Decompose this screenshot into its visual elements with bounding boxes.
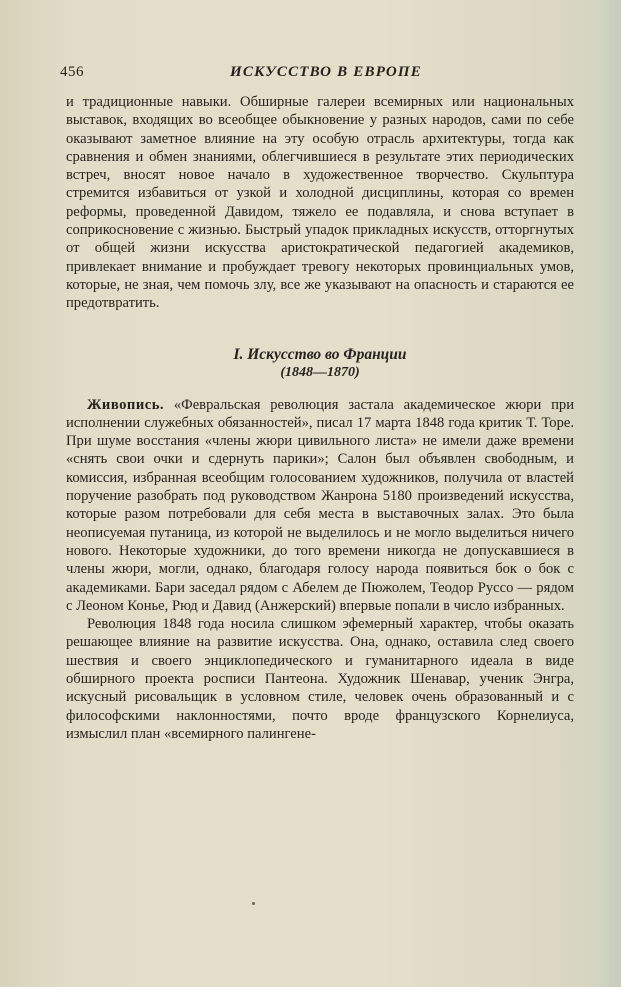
paper-speck xyxy=(252,902,255,905)
paragraph-revolution: Революция 1848 года носила слишком эфемерный характер, чтобы оказать решающее влияние на развитие искусства. Она, однако, оставила след своего шествия и своего энциклопедического и гуманитарного идеала в виде обширного проекта росписи Пантеона. Художник Шенавар, ученик Энгра, искусный рисовальщик в условном стиле, человек очень образованный и с философскими наклонностями, почто вроде французского Корнелиуса, измыслил план «всемирного палингене- xyxy=(66,616,574,742)
page-header xyxy=(60,64,572,86)
intro-paragraph: и традиционные навыки. Обширные галереи всемирных или национальных выставок, входящих во всеобщее обыкновение у разных народов, сами по себе оказывают заметное влияние на эту особую отрасль архитектуры, тогда как сравнения и обмен знаниями, облегчившиеся в результате этих периодических встреч, вносят новое начало в художественное творчество. Скульптура стремится избавиться от узкой и холодной дисциплины, которая со времен реформы, проведенной Давидом, тяжело ее подавляла, и снова вступает в соприкосновение с жизнью. Быстрый упадок прикладных искусств, отторгнутых от общей жизни искусства аристократической педагогией академиков, привлекает внимание и пробуждает тревогу некоторых провинциальных умов, которые, не зная, чем помочь злу, все же указывают на опасность и стараются ее предотвратить. xyxy=(66,94,574,312)
page-number: 456 xyxy=(60,64,84,80)
section-dates: (1848—1870) xyxy=(280,364,360,380)
running-head: ИСКУССТВО В ЕВРОПЕ xyxy=(230,64,422,80)
paragraph-painting xyxy=(66,396,574,616)
body-text xyxy=(66,93,574,743)
section-title: I. Искусство во Франции xyxy=(233,345,407,363)
paragraph-lead-word: Живопись. xyxy=(87,396,165,413)
section-heading xyxy=(66,346,574,382)
page-spine-shadow xyxy=(599,0,621,987)
paragraph-painting-text: «Февральская революция застала академическое жюри при исполнении служебных обязанностей», писал 17 марта 1848 года критик Т. Торе. При шуме восстания «члены жюри цивильного листа» не имели даже времени «снять свои очки и сдернуть парики»; Салон был объявлен свободным, и комиссия, избранная всеобщим голосованием художников, получила от властей поручение разобрать под руководством Жанрона 5180 произведений искусства, которые разом потребовали для себя места в выставочных залах. Это была неописуемая путаница, из которой не выделилось и не могло выделиться ничего нового. Некоторые художники, до того времени никогда не допускавшиеся в члены жюри, могли, однако, благодаря голосу народа появиться бок о бок с академиками. Бари заседал рядом с Абелем де Пюжолем, Теодор Руссо — рядом с Леоном Конье, Рюд и Давид (Анжерский) впервые попали в число избранных. xyxy=(66,396,574,614)
